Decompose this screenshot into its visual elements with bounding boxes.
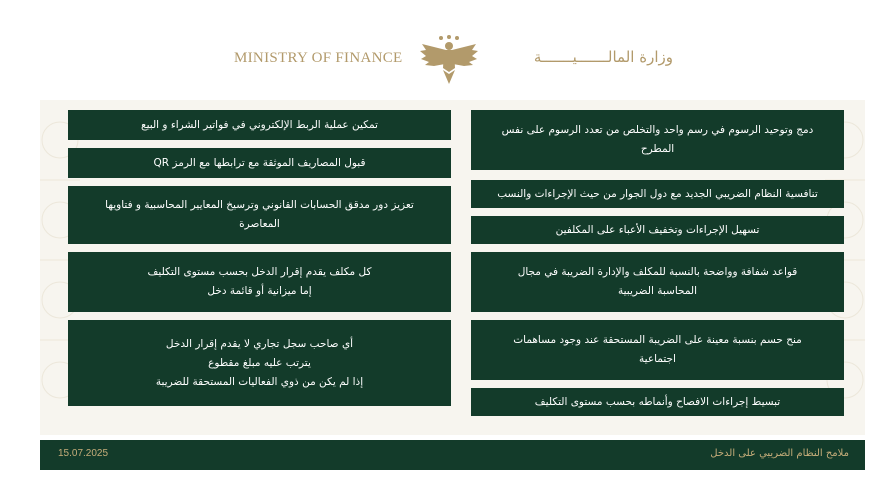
feature-box-transparent-rules [471, 252, 844, 312]
feature-box-electronic-invoicing [68, 110, 451, 140]
feature-text: يترتب عليه مبلغ مقطوع [208, 356, 311, 369]
feature-text: إذا لم يكن من ذوي الفعاليات المستحقة للضريبة [155, 375, 364, 388]
ministry-name-english: MINISTRY OF FINANCE [234, 50, 403, 66]
feature-text: تمكين عملية الربط الإلكتروني في فواتير الشراء و البيع [141, 118, 378, 131]
feature-text: تعزيز دور مدقق الحسابات القانوني وترسيخ المعايير المحاسبية و فتاويها [105, 199, 414, 211]
feature-text: تسهيل الإجراءات وتخفيف الأعباء على المكلفين [555, 223, 760, 236]
feature-box-simplify-procedures [471, 216, 844, 244]
feature-text: دمج وتوحيد الرسوم في رسم واحد والتخلص من تعدد الرسوم على نفس [501, 124, 814, 136]
feature-text: المطرح [640, 143, 675, 155]
feature-box-auditor-role [68, 186, 451, 244]
eagle-emblem-icon [418, 34, 480, 86]
feature-box-lump-sum [68, 320, 451, 406]
feature-box-disclosure [471, 388, 844, 416]
feature-text: قواعد شفافة وواضحة بالنسبة للمكلف والإدارة الضريبة في مجال [517, 266, 798, 278]
feature-box-income-declaration [68, 252, 451, 312]
feature-box-social-deduction [471, 320, 844, 380]
feature-text: اجتماعية [639, 353, 676, 365]
feature-text: المحاسبة الضريبية [618, 285, 698, 297]
footer-title: ملامح النظام الضريبي على الدخل [710, 448, 849, 459]
feature-text: قبول المصاريف الموثقة مع ترابطها مع الرمز QR [153, 156, 366, 169]
feature-text: إما ميزانية أو قائمة دخل [207, 285, 312, 297]
feature-text: منح حسم بنسبة معينة على الضريبة المستحقة عند وجود مساهمات [513, 334, 802, 346]
page-header [0, 0, 893, 100]
feature-box-competitiveness [471, 180, 844, 208]
feature-text: كل مكلف يقدم إقرار الدخل بحسب مستوى التكليف [147, 266, 372, 278]
footer-date: 15.07.2025 [58, 448, 109, 459]
feature-text: أي صاحب سجل تجاري لا يقدم إقرار الدخل [165, 337, 354, 350]
feature-box-qr-expenses [68, 148, 451, 178]
feature-box-fee-unification [471, 110, 844, 170]
ministry-name-arabic: وزارة المالـــــــيـــــــة [533, 48, 673, 66]
page-footer [40, 440, 865, 470]
feature-text: تنافسية النظام الضريبي الجديد مع دول الجوار من حيث الإجراءات والنسب [497, 187, 818, 200]
feature-text: المعاصرة [239, 218, 280, 230]
feature-text: تبسيط إجراءات الافصاح وأنماطه بحسب مستوى التكليف [534, 395, 781, 408]
